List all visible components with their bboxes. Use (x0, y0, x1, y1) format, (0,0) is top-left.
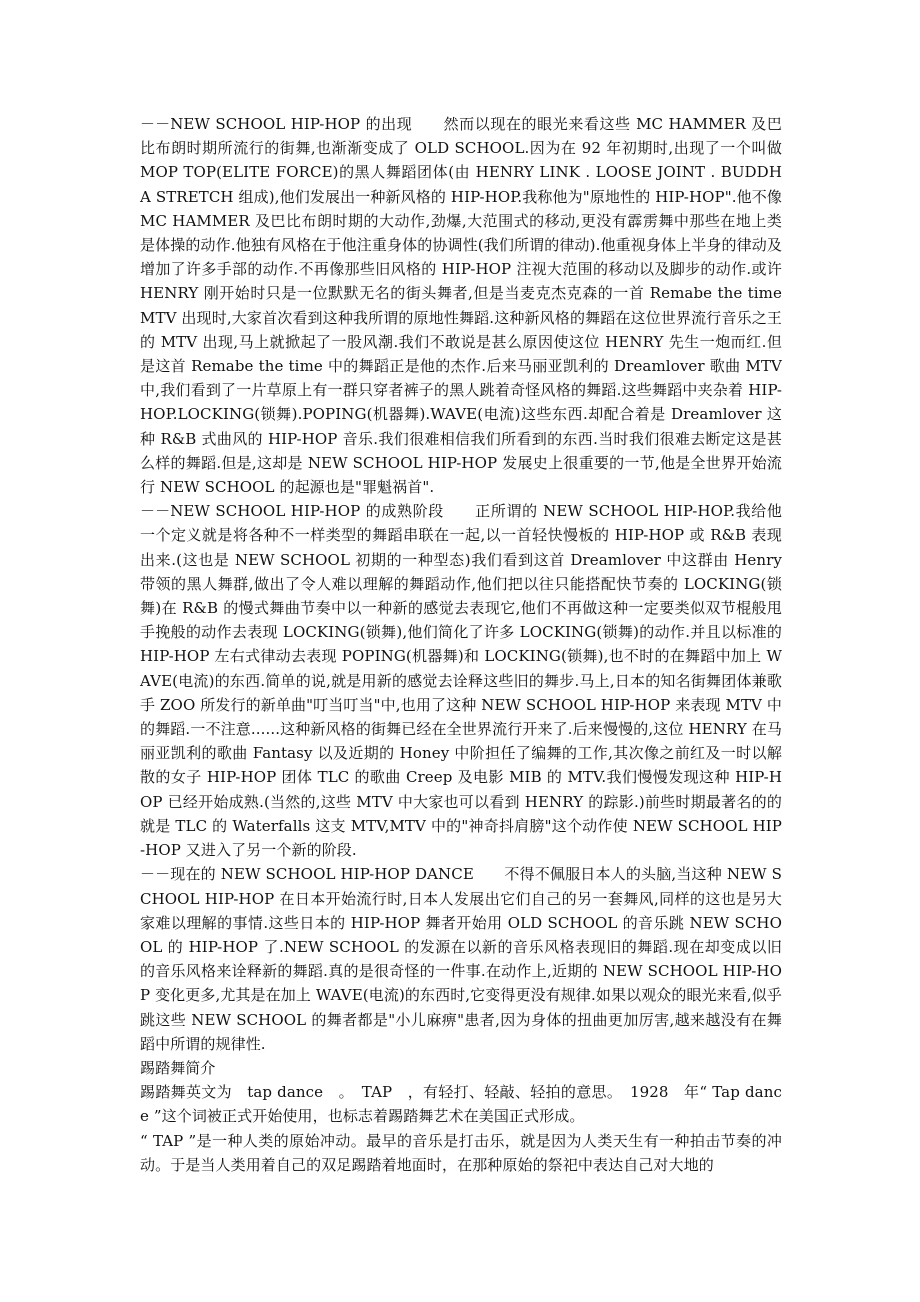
paragraph-new-school-maturity: －－NEW SCHOOL HIP-HOP 的成熟阶段 正所谓的 NEW SCHOOL HIP-HOP.我给他一个定义就是将各种不一样类型的舞蹈串联在一起,以一首轻快慢板的 HIP-HOP 或 R&B 表现出来.(这也是 NEW SCHOOL 初期的一种型态)我们看到这首 Dreamlover 中这群由 Henry 带领的黑人舞群,做出了令人难以理解的舞蹈动作,他们把以往只能搭配快节奏的 LOCKING(锁舞)在 R&B 的慢式舞曲节奏中以一种新的感觉去表现它,他们不再做这种一定要类似双节棍般甩手挽般的动作去表现 LOCKING(锁舞),他们简化了许多 LOCKING(锁舞)的动作.并且以标准的 HIP-HOP 左右式律动去表现 POPING(机器舞)和 LOCKING(锁舞),也不时的在舞蹈中加上 WAVE(电流)的东西.简单的说,就是用新的感觉去诠释这些旧的舞步.马上,日本的知名街舞团体兼歌手 ZOO 所发行的新单曲"叮当叮当"中,也用了这种 NEW SCHOOL HIP-HOP 来表现 MTV 中的舞蹈.一不注意......这种新风格的街舞已经在全世界流行开来了.后来慢慢的,这位 HENRY 在马丽亚凯利的歌曲 Fantasy 以及近期的 Honey 中阶担任了编舞的工作,其次像之前红及一时以解散的女子 HIP-HOP 团体 TLC 的歌曲 Creep 及电影 MIB 的 MTV.我们慢慢发现这种 HIP-HOP 已经开始成熟.(当然的,这些 MTV 中大家也可以看到 HENRY 的踪影.)前些时期最著名的的就是 TLC 的 Waterfalls 这支 MTV,MTV 中的"神奇抖肩膀"这个动作使 NEW SCHOOL HIP-HOP 又进入了另一个新的阶段. (140, 502, 782, 860)
paragraph-tap-dance-intro: 踢踏舞英文为 tap dance 。 TAP ，有轻打、轻敲、轻拍的意思。 1928 年“ Tap dance ”这个词被正式开始使用，也标志着踢踏舞艺术在美国正式形成。 (140, 1083, 782, 1126)
paragraph-new-school-current: －－现在的 NEW SCHOOL HIP-HOP DANCE 不得不佩服日本人的头脑,当这种 NEW SCHOOL HIP-HOP 在日本开始流行时,日本人发展出它们自己的另一套舞风,同样的这也是另大家难以理解的事情.这些日本的 HIP-HOP 舞者开始用 OLD SCHOOL 的音乐跳 NEW SCHOOL 的 HIP-HOP 了.NEW SCHOOL 的发源在以新的音乐风格表现旧的舞蹈.现在却变成以旧的音乐风格来诠释新的舞蹈.真的是很奇怪的一件事.在动作上,近期的 NEW SCHOOL HIP-HOP 变化更多,尤其是在加上 WAVE(电流)的东西时,它变得更没有规律.如果以观众的眼光来看,似乎跳这些 NEW SCHOOL 的舞者都是"小儿麻痹"患者,因为身体的扭曲更加厉害,越来越没有在舞蹈中所谓的规律性. (140, 865, 782, 1053)
paragraph-tap-dance-origin: “ TAP ”是一种人类的原始冲动。最早的音乐是打击乐，就是因为人类天生有一种拍击节奏的冲动。于是当人类用着自己的双足踢踏着地面时，在那种原始的祭祀中表达自己对大地的 (140, 1131, 782, 1174)
paragraph-new-school-origin: －－NEW SCHOOL HIP-HOP 的出现 然而以现在的眼光来看这些 MC HAMMER 及巴比布朗时期所流行的街舞,也渐渐变成了 OLD SCHOOL.因为在 92 年初期时,出现了一个叫做 MOP TOP(ELITE FORCE)的黑人舞蹈团体(由 HENRY LINK . LOOSE JOINT . BUDDHA STRETCH 组成),他们发展出一种新风格的 HIP-HOP.我称他为"原地性的 HIP-HOP".他不像 MC HAMMER 及巴比布朗时期的大动作,劲爆,大范围式的移动,更没有霹雳舞中那些在地上类是体操的动作.他独有风格在于他注重身体的协调性(我们所谓的律动).他重视身体上半身的律动及增加了许多手部的动作.不再像那些旧风格的 HIP-HOP 注视大范围的移动以及脚步的动作.或许 HENRY 刚开始时只是一位默默无名的街头舞者,但是当麦克杰克森的一首 Remabe the time MTV 出现时,大家首次看到这种我所谓的原地性舞蹈.这种新风格的舞蹈在这位世界流行音乐之王的 MTV 出现,马上就掀起了一股风潮.我们不敢说是甚么原因使这位 HENRY 先生一炮而红.但是这首 Remabe the time 中的舞蹈正是他的杰作.后来马丽亚凯利的 Dreamlover 歌曲 MTV 中,我们看到了一片草原上有一群只穿者裤子的黑人跳着奇怪风格的舞蹈.这些舞蹈中夹杂着 HIP-HOP.LOCKING(锁舞).POPING(机器舞).WAVE(电流)这些东西.却配合着是 Dreamlover 这种 R&B 式曲风的 HIP-HOP 音乐.我们很难相信我们所看到的东西.当时我们很难去断定这是甚么样的舞蹈.但是,这却是 NEW SCHOOL HIP-HOP 发展史上很重要的一节,他是全世界开始流行 NEW SCHOOL 的起源也是"罪魁祸首". (140, 115, 782, 497)
section-heading-tap-dance: 踢踏舞简介 (140, 1058, 216, 1077)
document-body (140, 112, 782, 1177)
